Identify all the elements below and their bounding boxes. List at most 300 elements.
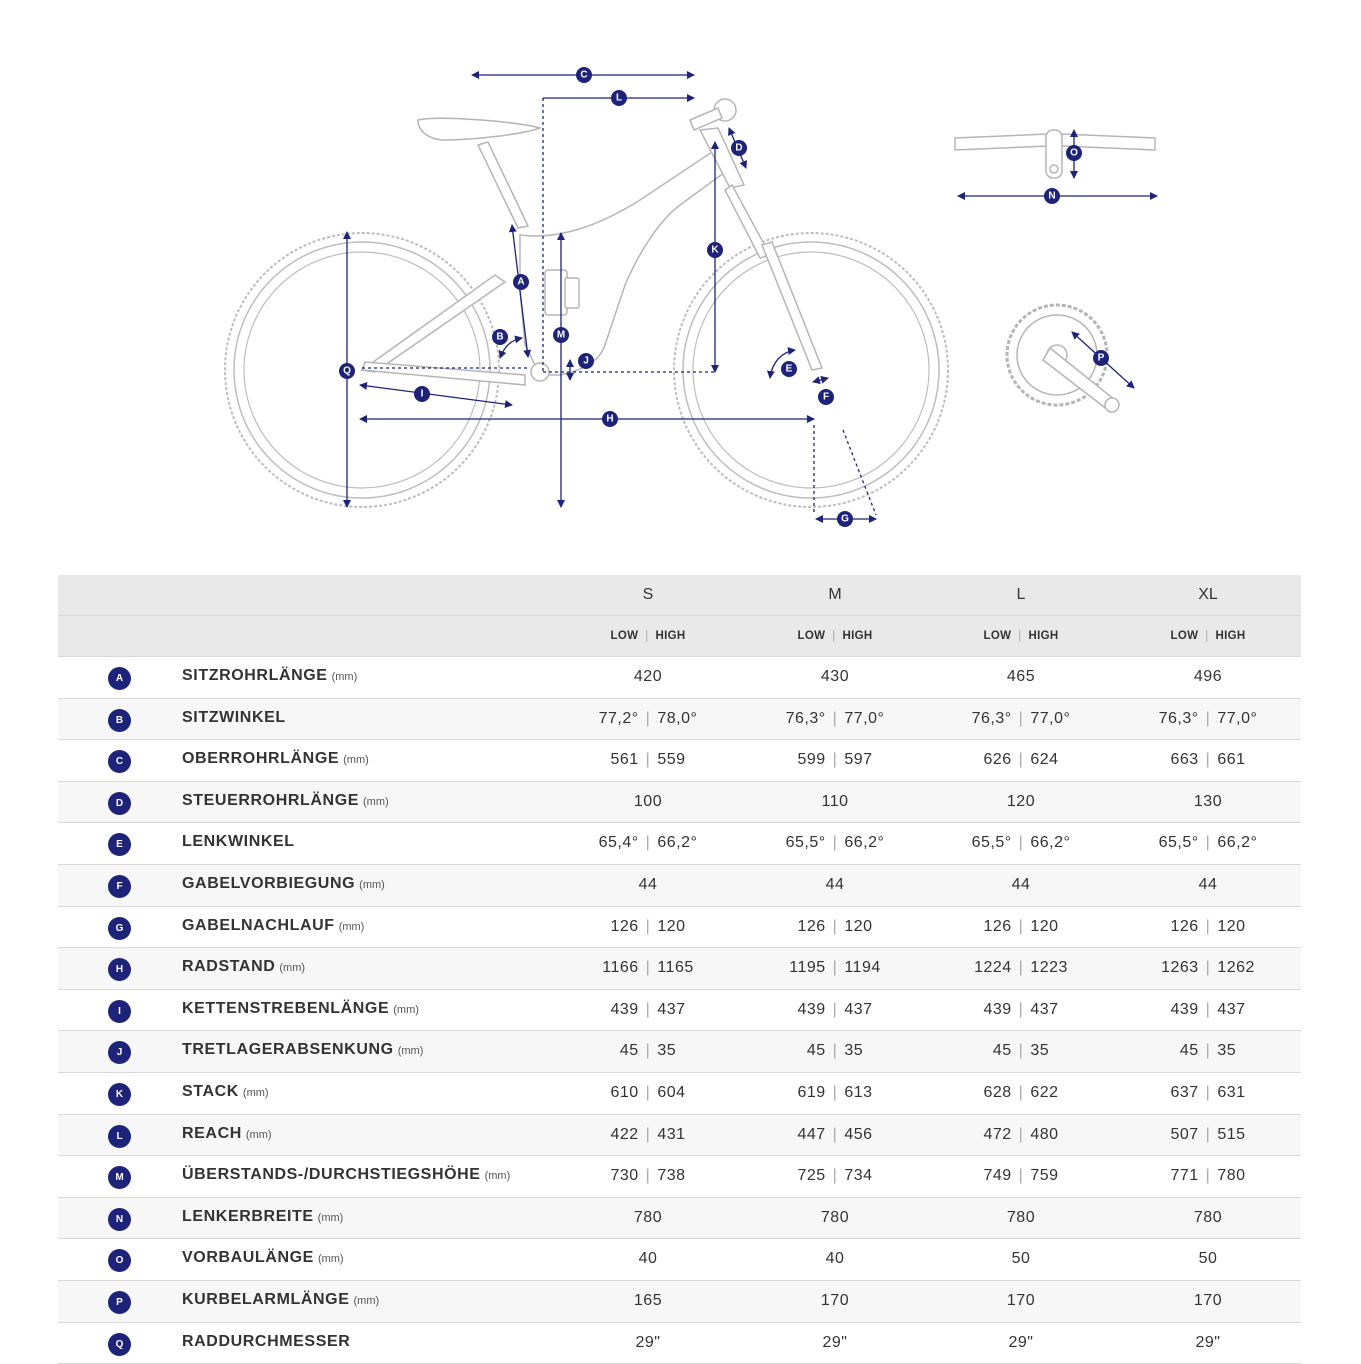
row-unit: (mm) xyxy=(279,962,305,974)
row-label xyxy=(182,1083,269,1101)
row-unit: (mm) xyxy=(318,1212,344,1224)
value-cell xyxy=(1115,1292,1301,1310)
separator: | xyxy=(833,918,838,935)
label-i xyxy=(414,386,430,402)
separator: | xyxy=(646,1084,651,1101)
separator: | xyxy=(833,1126,838,1143)
svg-text:P: P xyxy=(1098,353,1105,364)
value-low: 29" xyxy=(823,1334,848,1351)
value-cell xyxy=(555,1334,741,1352)
value-high: 759 xyxy=(1030,1167,1058,1184)
row-key-badge: I xyxy=(108,1000,131,1023)
row-name: VORBAULÄNGE xyxy=(182,1249,314,1266)
separator: | xyxy=(646,710,651,727)
value-cell xyxy=(742,1001,928,1019)
separator: | xyxy=(646,1126,651,1143)
value-cell xyxy=(555,1042,741,1060)
row-label xyxy=(182,1125,272,1143)
bike-geometry-diagram xyxy=(0,0,1361,560)
value-cell xyxy=(1115,1334,1301,1352)
value-high: 597 xyxy=(844,751,872,768)
value-high: 456 xyxy=(844,1126,872,1143)
value-cell xyxy=(928,1250,1114,1268)
value-cell xyxy=(1115,834,1301,852)
value-low: 110 xyxy=(821,793,848,810)
value-high: 77,0° xyxy=(1030,710,1070,727)
value-low: 45 xyxy=(807,1042,826,1059)
value-low: 628 xyxy=(983,1084,1011,1101)
high-label: HIGH xyxy=(1029,630,1059,642)
value-low: 780 xyxy=(1194,1209,1222,1226)
svg-text:A: A xyxy=(517,277,524,288)
geometry-table xyxy=(58,575,1301,1364)
row-label xyxy=(182,1249,344,1267)
row-label xyxy=(182,1291,379,1309)
value-low: 126 xyxy=(1170,918,1198,935)
value-low: 29" xyxy=(636,1334,661,1351)
value-low: 126 xyxy=(797,918,825,935)
size-xl: XL xyxy=(1115,586,1301,604)
row-name: STACK xyxy=(182,1083,239,1100)
row-key-badge: D xyxy=(108,792,131,815)
value-high: 77,0° xyxy=(844,710,884,727)
value-low: 100 xyxy=(634,793,662,810)
value-low: 76,3° xyxy=(1159,710,1199,727)
row-unit: (mm) xyxy=(243,1087,269,1099)
separator: | xyxy=(1206,1126,1211,1143)
value-high: 631 xyxy=(1217,1084,1245,1101)
value-low: 130 xyxy=(1194,793,1222,810)
separator: | xyxy=(833,1167,838,1184)
value-high: 738 xyxy=(657,1167,685,1184)
value-cell xyxy=(1115,1126,1301,1144)
value-cell xyxy=(1115,1001,1301,1019)
value-cell xyxy=(742,918,928,936)
value-cell xyxy=(555,834,741,852)
value-low: 637 xyxy=(1170,1084,1198,1101)
separator: | xyxy=(646,1042,651,1059)
value-cell xyxy=(928,1209,1114,1227)
separator: | xyxy=(1206,751,1211,768)
table-row xyxy=(58,864,1301,906)
label-p xyxy=(1093,350,1109,366)
row-unit: (mm) xyxy=(398,1045,424,1057)
row-key-badge: E xyxy=(108,833,131,856)
value-low: 1195 xyxy=(789,959,825,976)
low-label: LOW xyxy=(611,630,639,642)
value-low: 76,3° xyxy=(972,710,1012,727)
value-low: 126 xyxy=(610,918,638,935)
value-cell xyxy=(555,1292,741,1310)
row-key-badge: A xyxy=(108,667,131,690)
low-high-label xyxy=(1115,630,1301,642)
value-cell xyxy=(742,668,928,686)
table-row xyxy=(58,656,1301,698)
label-l xyxy=(611,90,627,106)
row-key-badge: G xyxy=(108,917,131,940)
value-high: 120 xyxy=(1217,918,1245,935)
value-cell xyxy=(555,1126,741,1144)
bike-frame xyxy=(362,99,822,385)
row-key-badge: J xyxy=(108,1041,131,1064)
table-row xyxy=(58,781,1301,823)
value-high: 515 xyxy=(1217,1126,1245,1143)
value-cell xyxy=(555,751,741,769)
size-m: M xyxy=(742,586,928,604)
svg-text:L: L xyxy=(616,93,622,104)
separator: | xyxy=(833,834,838,851)
row-key-badge: M xyxy=(108,1166,131,1189)
table-row xyxy=(58,1030,1301,1072)
separator: | xyxy=(1019,1001,1024,1018)
value-low: 663 xyxy=(1170,751,1198,768)
value-low: 50 xyxy=(1199,1250,1218,1267)
table-row xyxy=(58,1280,1301,1322)
row-name: SITZWINKEL xyxy=(182,709,286,726)
value-high: 624 xyxy=(1030,751,1058,768)
value-cell xyxy=(742,1042,928,1060)
value-high: 120 xyxy=(657,918,685,935)
low-high-header-row xyxy=(58,615,1301,656)
value-low: 65,4° xyxy=(599,834,639,851)
value-cell xyxy=(928,1167,1114,1185)
svg-text:O: O xyxy=(1070,148,1078,159)
value-cell xyxy=(555,668,741,686)
value-low: 439 xyxy=(797,1001,825,1018)
value-low: 65,5° xyxy=(1159,834,1199,851)
value-cell xyxy=(555,876,741,894)
value-cell xyxy=(742,1126,928,1144)
separator: | xyxy=(1206,1042,1211,1059)
value-high: 437 xyxy=(1217,1001,1245,1018)
label-h xyxy=(602,411,618,427)
value-cell xyxy=(1115,1250,1301,1268)
value-high: 1194 xyxy=(844,959,880,976)
value-high: 77,0° xyxy=(1217,710,1257,727)
value-cell xyxy=(555,1167,741,1185)
table-row xyxy=(58,947,1301,989)
value-high: 437 xyxy=(844,1001,872,1018)
separator: | xyxy=(833,1001,838,1018)
value-low: 29" xyxy=(1009,1334,1034,1351)
value-high: 613 xyxy=(844,1084,872,1101)
label-a xyxy=(513,274,529,290)
value-cell xyxy=(928,1042,1114,1060)
separator: | xyxy=(1019,1126,1024,1143)
value-high: 437 xyxy=(1030,1001,1058,1018)
label-c xyxy=(576,67,592,83)
row-label xyxy=(182,667,357,685)
value-low: 472 xyxy=(983,1126,1011,1143)
value-low: 65,5° xyxy=(972,834,1012,851)
row-label xyxy=(182,875,385,893)
value-low: 45 xyxy=(993,1042,1012,1059)
value-cell xyxy=(555,1084,741,1102)
low-high-label xyxy=(555,630,741,642)
row-label xyxy=(182,1041,423,1059)
value-cell xyxy=(928,834,1114,852)
separator: | xyxy=(1019,1084,1024,1101)
row-name: LENKERBREITE xyxy=(182,1208,314,1225)
table-row xyxy=(58,989,1301,1031)
value-low: 44 xyxy=(639,876,658,893)
value-cell xyxy=(928,1084,1114,1102)
value-cell xyxy=(742,1292,928,1310)
value-cell xyxy=(742,1084,928,1102)
value-cell xyxy=(555,1209,741,1227)
separator: | xyxy=(833,1084,838,1101)
value-low: 496 xyxy=(1194,668,1222,685)
value-low: 1166 xyxy=(602,959,638,976)
separator: | xyxy=(646,959,651,976)
value-low: 65,5° xyxy=(786,834,826,851)
row-unit: (mm) xyxy=(332,671,358,683)
separator: | xyxy=(833,959,838,976)
separator: | xyxy=(1206,918,1211,935)
svg-text:J: J xyxy=(583,356,589,367)
value-cell xyxy=(1115,876,1301,894)
value-low: 619 xyxy=(797,1084,825,1101)
label-n xyxy=(1044,188,1060,204)
value-low: 725 xyxy=(797,1167,825,1184)
value-high: 480 xyxy=(1030,1126,1058,1143)
value-low: 1224 xyxy=(974,959,1012,976)
value-cell xyxy=(928,1001,1114,1019)
value-high: 661 xyxy=(1217,751,1245,768)
value-cell xyxy=(1115,1209,1301,1227)
label-b xyxy=(492,329,508,345)
value-cell xyxy=(1115,1167,1301,1185)
value-high: 559 xyxy=(657,751,685,768)
value-cell xyxy=(1115,1084,1301,1102)
value-cell xyxy=(1115,918,1301,936)
value-low: 170 xyxy=(1007,1292,1035,1309)
label-f xyxy=(818,389,834,405)
row-unit: (mm) xyxy=(354,1295,380,1307)
row-name: KETTENSTREBENLÄNGE xyxy=(182,1000,389,1017)
value-low: 1263 xyxy=(1161,959,1199,976)
value-high: 437 xyxy=(657,1001,685,1018)
separator: | xyxy=(832,630,835,642)
value-high: 604 xyxy=(657,1084,685,1101)
separator: | xyxy=(646,751,651,768)
value-high: 780 xyxy=(1217,1167,1245,1184)
row-name: OBERROHRLÄNGE xyxy=(182,750,339,767)
value-low: 165 xyxy=(634,1292,662,1309)
svg-text:M: M xyxy=(557,330,565,341)
row-name: ÜBERSTANDS-/DURCHSTIEGSHÖHE xyxy=(182,1166,481,1183)
value-cell xyxy=(742,1334,928,1352)
low-label: LOW xyxy=(984,630,1012,642)
separator: | xyxy=(1019,959,1024,976)
separator: | xyxy=(1206,710,1211,727)
value-low: 44 xyxy=(826,876,845,893)
value-high: 35 xyxy=(844,1042,863,1059)
value-cell xyxy=(1115,710,1301,728)
separator: | xyxy=(646,1001,651,1018)
separator: | xyxy=(646,834,651,851)
value-low: 420 xyxy=(634,668,662,685)
value-high: 120 xyxy=(1030,918,1058,935)
table-row xyxy=(58,739,1301,781)
high-label: HIGH xyxy=(1216,630,1246,642)
low-high-label xyxy=(928,630,1114,642)
svg-text:E: E xyxy=(786,364,793,375)
value-high: 1262 xyxy=(1217,959,1255,976)
value-low: 780 xyxy=(634,1209,662,1226)
svg-text:K: K xyxy=(711,245,719,256)
svg-text:Q: Q xyxy=(343,366,351,377)
value-cell xyxy=(928,876,1114,894)
separator: | xyxy=(1206,959,1211,976)
row-label xyxy=(182,1333,350,1351)
row-key-badge: N xyxy=(108,1208,131,1231)
value-cell xyxy=(928,710,1114,728)
value-cell xyxy=(928,793,1114,811)
value-low: 439 xyxy=(983,1001,1011,1018)
row-name: LENKWINKEL xyxy=(182,833,295,850)
value-cell xyxy=(742,751,928,769)
row-key-badge: Q xyxy=(108,1333,131,1356)
size-s: S xyxy=(555,586,741,604)
row-label xyxy=(182,1000,419,1018)
table-row xyxy=(58,1238,1301,1280)
size-header-row xyxy=(58,575,1301,615)
table-row xyxy=(58,1322,1301,1364)
row-name: REACH xyxy=(182,1125,242,1142)
value-high: 1165 xyxy=(657,959,693,976)
row-name: TRETLAGERABSENKUNG xyxy=(182,1041,394,1058)
value-low: 610 xyxy=(610,1084,638,1101)
value-cell xyxy=(928,668,1114,686)
value-low: 599 xyxy=(797,751,825,768)
row-unit: (mm) xyxy=(485,1170,511,1182)
value-high: 1223 xyxy=(1030,959,1068,976)
value-low: 561 xyxy=(610,751,638,768)
row-label xyxy=(182,833,295,851)
row-unit: (mm) xyxy=(359,879,385,891)
label-j xyxy=(578,353,594,369)
row-label xyxy=(182,958,305,976)
value-cell xyxy=(555,918,741,936)
svg-text:B: B xyxy=(496,332,503,343)
svg-text:F: F xyxy=(823,392,829,403)
row-key-badge: O xyxy=(108,1249,131,1272)
value-low: 77,2° xyxy=(599,710,639,727)
row-unit: (mm) xyxy=(343,754,369,766)
row-label xyxy=(182,709,286,727)
value-high: 734 xyxy=(844,1167,872,1184)
separator: | xyxy=(1206,1001,1211,1018)
value-low: 50 xyxy=(1012,1250,1031,1267)
row-key-badge: K xyxy=(108,1083,131,1106)
table-row xyxy=(58,1197,1301,1239)
svg-text:I: I xyxy=(421,389,424,400)
value-low: 749 xyxy=(983,1167,1011,1184)
value-cell xyxy=(928,1292,1114,1310)
value-low: 40 xyxy=(639,1250,658,1267)
value-low: 430 xyxy=(821,668,849,685)
svg-text:D: D xyxy=(735,143,742,154)
row-key-badge: L xyxy=(108,1125,131,1148)
value-high: 35 xyxy=(1217,1042,1236,1059)
row-label xyxy=(182,917,364,935)
separator: | xyxy=(646,1167,651,1184)
label-m xyxy=(553,327,569,343)
value-low: 170 xyxy=(1194,1292,1222,1309)
value-cell xyxy=(742,834,928,852)
value-high: 120 xyxy=(844,918,872,935)
label-q xyxy=(339,363,355,379)
value-cell xyxy=(1115,793,1301,811)
row-name: KURBELARMLÄNGE xyxy=(182,1291,350,1308)
value-low: 126 xyxy=(983,918,1011,935)
separator: | xyxy=(1019,751,1024,768)
value-cell xyxy=(555,1250,741,1268)
value-low: 626 xyxy=(983,751,1011,768)
high-label: HIGH xyxy=(843,630,873,642)
value-low: 44 xyxy=(1199,876,1218,893)
value-cell xyxy=(1115,959,1301,977)
separator: | xyxy=(645,630,648,642)
value-high: 35 xyxy=(657,1042,676,1059)
value-low: 730 xyxy=(610,1167,638,1184)
value-low: 780 xyxy=(1007,1209,1035,1226)
value-cell xyxy=(928,1334,1114,1352)
row-key-badge: C xyxy=(108,750,131,773)
separator: | xyxy=(1205,630,1208,642)
value-cell xyxy=(555,710,741,728)
value-cell xyxy=(742,959,928,977)
row-name: RADSTAND xyxy=(182,958,275,975)
value-high: 35 xyxy=(1030,1042,1049,1059)
row-unit: (mm) xyxy=(246,1129,272,1141)
row-name: STEUERROHRLÄNGE xyxy=(182,792,359,809)
value-low: 447 xyxy=(797,1126,825,1143)
value-high: 66,2° xyxy=(1030,834,1070,851)
separator: | xyxy=(833,710,838,727)
value-cell xyxy=(1115,751,1301,769)
svg-text:G: G xyxy=(841,514,849,525)
value-high: 66,2° xyxy=(844,834,884,851)
value-cell xyxy=(555,1001,741,1019)
value-low: 439 xyxy=(610,1001,638,1018)
value-high: 78,0° xyxy=(657,710,697,727)
row-unit: (mm) xyxy=(363,796,389,808)
table-row xyxy=(58,698,1301,740)
table-row xyxy=(58,1072,1301,1114)
value-low: 170 xyxy=(821,1292,849,1309)
value-cell xyxy=(928,918,1114,936)
table-row xyxy=(58,1114,1301,1156)
row-label xyxy=(182,1208,343,1226)
separator: | xyxy=(1019,918,1024,935)
value-low: 422 xyxy=(610,1126,638,1143)
value-low: 45 xyxy=(1180,1042,1199,1059)
value-cell xyxy=(742,876,928,894)
table-row xyxy=(58,906,1301,948)
separator: | xyxy=(833,1042,838,1059)
size-l: L xyxy=(928,586,1114,604)
svg-text:H: H xyxy=(606,414,613,425)
value-high: 622 xyxy=(1030,1084,1058,1101)
separator: | xyxy=(1018,630,1021,642)
table-row xyxy=(58,1155,1301,1197)
value-high: 431 xyxy=(657,1126,685,1143)
table-row xyxy=(58,822,1301,864)
value-low: 76,3° xyxy=(786,710,826,727)
row-label xyxy=(182,750,369,768)
